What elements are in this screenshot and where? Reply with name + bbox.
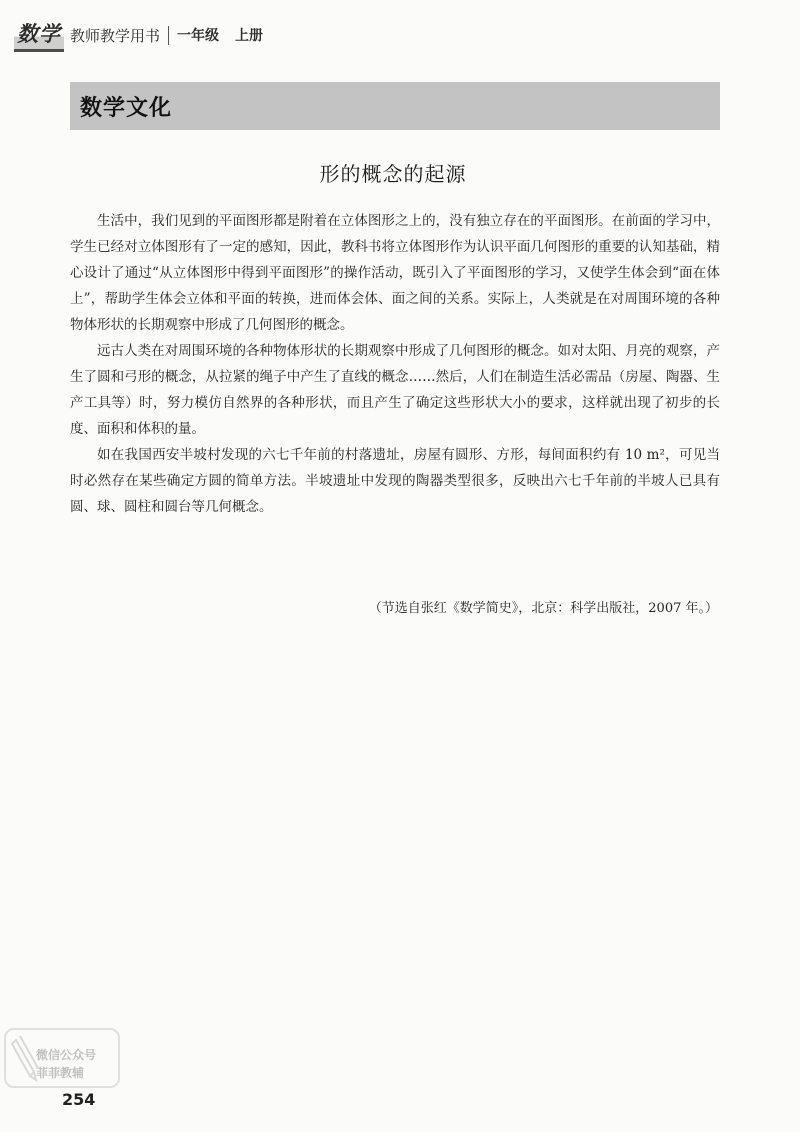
watermark-line-2: 菲菲教辅 bbox=[36, 1066, 85, 1080]
article-body bbox=[70, 208, 720, 520]
section-banner bbox=[70, 82, 720, 130]
watermark bbox=[4, 1028, 120, 1088]
running-header bbox=[14, 18, 263, 52]
article-title: 形的概念的起源 bbox=[319, 162, 467, 186]
section-title: 数学文化 bbox=[80, 95, 173, 121]
paragraph: 如在我国西安半坡村发现的六七千年前的村落遗址，房屋有圆形、方形，每间面积约有 10 m²，可见当时必然存在某些确定方圆的简单方法。半坡遗址中发现的陶器类型很多，反映出六七千年前的半坡人已具有圆、球、圆柱和圆台等几何概念。 bbox=[70, 447, 720, 515]
source-citation: （节选自张红《数学简史》，北京：科学出版社，2007 年。） bbox=[368, 601, 718, 616]
book-title: 教师教学用书 bbox=[70, 26, 161, 45]
paragraph: 生活中，我们见到的平面图形都是附着在立体图形之上的，没有独立存在的平面图形。在前面的学习中，学生已经对立体图形有了一定的感知，因此，教科书将立体图形作为认识平面几何图形的重要的认知基础，精心设计了通过“从立体图形中得到平面图形”的操作活动，既引入了平面图形的学习，又使学生体会到“面在体上”，帮助学生体会立体和平面的转换，进而体会体、面之间的关系。实际上，人类就是在对周围环境的各种物体形状的长期观察中形成了几何图形的概念。 bbox=[70, 213, 720, 333]
volume-label: 上册 bbox=[235, 28, 264, 44]
paragraph: 远古人类在对周围环境的各种物体形状的长期观察中形成了几何图形的概念。如对太阳、月亮的观察，产生了圆和弓形的概念，从拉紧的绳子中产生了直线的概念……然后，人们在制造生活必需品（房屋、陶器、生产工具等）时，努力模仿自然界的各种形状，而且产生了确定这些形状大小的要求，这样就出现了初步的长度、面积和体积的量。 bbox=[70, 343, 720, 437]
page-number: 254 bbox=[62, 1090, 96, 1109]
header-divider bbox=[168, 26, 169, 45]
watermark-line-1: 微信公众号 bbox=[36, 1048, 97, 1062]
subject-badge: 数学 bbox=[14, 18, 64, 52]
grade-label: 一年级 bbox=[177, 28, 220, 44]
